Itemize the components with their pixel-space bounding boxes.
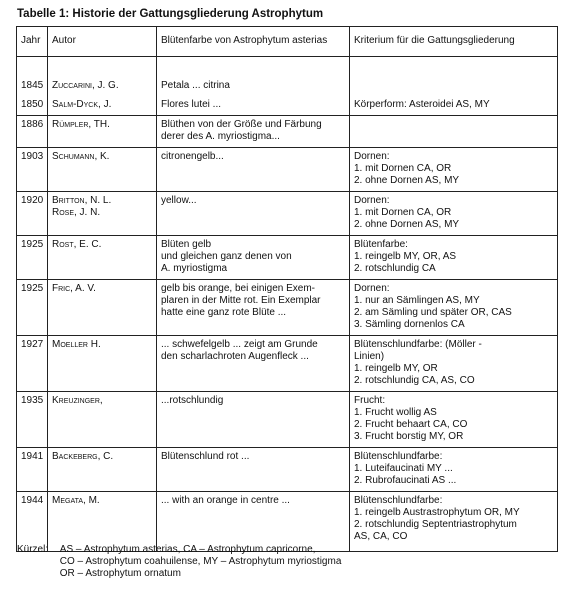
cell-criterion-line: AS, CA, CO [354,531,408,542]
cell-author [48,116,157,148]
cell-author [48,148,157,192]
cell-color [157,492,350,552]
cell-criterion [350,148,558,192]
cell-criterion-line: Körperform: Asteroidei AS, MY [354,99,490,110]
cell-criterion-line: Dornen: [354,195,390,206]
cell-criterion-line: 1. reingelb MY, OR, AS [354,251,457,262]
cell-year: 1941 [17,448,48,492]
cell-year: 1925 [17,280,48,336]
cell-criterion-line: 1. mit Dornen CA, OR [354,207,452,218]
cell-criterion [350,280,558,336]
cell-color-line: citronengelb... [161,151,224,162]
cell-author-line: Rose, J. N. [52,207,101,218]
cell-author-line: Fric, A. V. [52,283,96,294]
cell-color-line: yellow... [161,195,197,206]
table-row [17,392,558,448]
cell-criterion-line: Linien) [354,351,385,362]
cell-year: 1927 [17,336,48,392]
cell-criterion [350,336,558,392]
header-author: Autor [48,27,157,57]
cell-color-line: den scharlachroten Augenfleck ... [161,351,309,362]
cell-criterion [350,492,558,552]
cell-criterion-line: 1. Frucht wollig AS [354,407,437,418]
table-row [17,336,558,392]
cell-color-line: ...rotschlundig [161,395,224,406]
cell-criterion-line: Blütenschlundfarbe: [354,451,443,462]
cell-criterion-line: Dornen: [354,283,390,294]
cell-author [48,192,157,236]
abbreviations-legend [17,544,341,580]
cell-year: 1944 [17,492,48,552]
cell-author-line: Megata, M. [52,495,100,506]
cell-criterion [350,236,558,280]
cell-author-line: Britton, N. L. [52,195,112,206]
cell-year: 1925 [17,236,48,280]
cell-color [157,96,350,116]
cell-criterion [350,96,558,116]
cell-author [48,448,157,492]
cell-color-line: plaren in der Mitte rot. Ein Exemplar [161,295,321,306]
cell-color-line: Blütenschlund rot ... [161,451,250,462]
cell-criterion-line: 2. ohne Dornen AS, MY [354,219,460,230]
cell-author [48,280,157,336]
cell-color-line: gelb bis orange, bei einigen Exem- [161,283,315,294]
cell-color-line: A. myriostigma [161,263,228,274]
table-row [17,116,558,148]
cell-color-line: derer des A. myriostigma... [161,131,280,142]
cell-criterion-line: 1. Luteifaucinati MY ... [354,463,453,474]
cell-color [157,77,350,96]
cell-criterion-line: 3. Sämling dornenlos CA [354,319,465,330]
cell-color-line: und gleichen ganz denen von [161,251,292,262]
table-title: Tabelle 1: Historie der Gattungsgliederung Astrophytum [17,8,324,20]
cell-author [48,336,157,392]
cell-criterion-line: Blütenfarbe: [354,239,408,250]
cell-author-line: Schumann, K. [52,151,110,162]
table-row [17,448,558,492]
cell-color [157,116,350,148]
cell-criterion-line: 1. mit Dornen CA, OR [354,163,452,174]
cell-color [157,280,350,336]
cell-color [157,336,350,392]
cell-criterion-line: Blütenschlundfarbe: [354,495,443,506]
cell-author [48,492,157,552]
cell-criterion-line: 2. Rubrofaucinati AS ... [354,475,457,486]
table-row [17,148,558,192]
cell-author-line: Salm-Dyck, J. [52,99,112,110]
cell-color [157,192,350,236]
cell-year: 1903 [17,148,48,192]
cell-criterion-line: 1. nur an Sämlingen AS, MY [354,295,480,306]
cell-criterion-line: 2. Frucht behaart CA, CO [354,419,468,430]
cell-color-line: ... schwefelgelb ... zeigt am Grunde [161,339,318,350]
cell-year: 1850 [17,96,48,116]
cell-author [48,77,157,96]
cell-criterion-line: 2. rotschlundig Septentriastrophytum [354,519,517,530]
cell-author [48,96,157,116]
abbreviation-line: OR – Astrophytum ornatum [59,568,181,579]
cell-criterion-line: 2. ohne Dornen AS, MY [354,175,460,186]
cell-year: 1886 [17,116,48,148]
cell-color [157,148,350,192]
cell-criterion-line: 2. rotschlundig CA [354,263,436,274]
cell-color [157,392,350,448]
abbreviation-line: CO – Astrophytum coahuilense, MY – Astrophytum myriostigma [59,556,342,567]
cell-criterion-line: 3. Frucht borstig MY, OR [354,431,464,442]
abbreviations-text [60,544,342,580]
cell-color-line: ... with an orange in centre ... [161,495,290,506]
table-row [17,280,558,336]
cell-criterion [350,192,558,236]
cell-author-line: Backeberg, C. [52,451,114,462]
cell-author-line: Moeller H. [52,339,101,350]
cell-color-line: Blüthen von der Größe und Färbung [161,119,322,130]
cell-year: 1845 [17,77,48,96]
spacer-row [17,57,558,78]
cell-color [157,448,350,492]
table-row [17,236,558,280]
cell-criterion-line: 2. am Sämling und später OR, CAS [354,307,512,318]
cell-author-line: Kreuzinger, [52,395,103,406]
cell-year: 1920 [17,192,48,236]
cell-color-line: hatte eine ganz rote Blüte ... [161,307,287,318]
cell-criterion [350,448,558,492]
cell-author-line: Rümpler, TH. [52,119,110,130]
table-row [17,96,558,116]
table-row [17,77,558,96]
cell-criterion-line: 1. reingelb Austrastrophytum OR, MY [354,507,520,518]
cell-author [48,236,157,280]
cell-criterion-line: Blütenschlundfarbe: (Möller - [354,339,482,350]
abbreviation-line: AS – Astrophytum asterias, CA – Astrophytum capricorne, [59,544,316,555]
table-body [17,57,558,552]
cell-author-line: Rost, E. C. [52,239,102,250]
header-year: Jahr [17,27,48,57]
cell-year: 1935 [17,392,48,448]
cell-author [48,392,157,448]
cell-criterion-line: 2. rotschlundig CA, AS, CO [354,375,475,386]
header-color: Blütenfarbe von Astrophytum asterias [157,27,350,57]
cell-criterion [350,392,558,448]
table-row [17,492,558,552]
abbreviations-label: Kürzel: [17,544,49,555]
header-row [17,27,558,57]
cell-criterion [350,77,558,96]
cell-color [157,236,350,280]
cell-color-line: Petala ... citrina [161,80,230,91]
cell-author-line: Zuccarini, J. G. [52,80,119,91]
cell-color-line: Flores lutei ... [161,99,222,110]
cell-criterion-line: Frucht: [354,395,386,406]
cell-color-line: Blüten gelb [161,239,212,250]
header-criterion: Kriterium für die Gattungsgliederung [350,27,558,57]
cell-criterion [350,116,558,148]
history-table [16,26,558,552]
table-row [17,192,558,236]
cell-criterion-line: 1. reingelb MY, OR [354,363,438,374]
cell-criterion-line: Dornen: [354,151,390,162]
